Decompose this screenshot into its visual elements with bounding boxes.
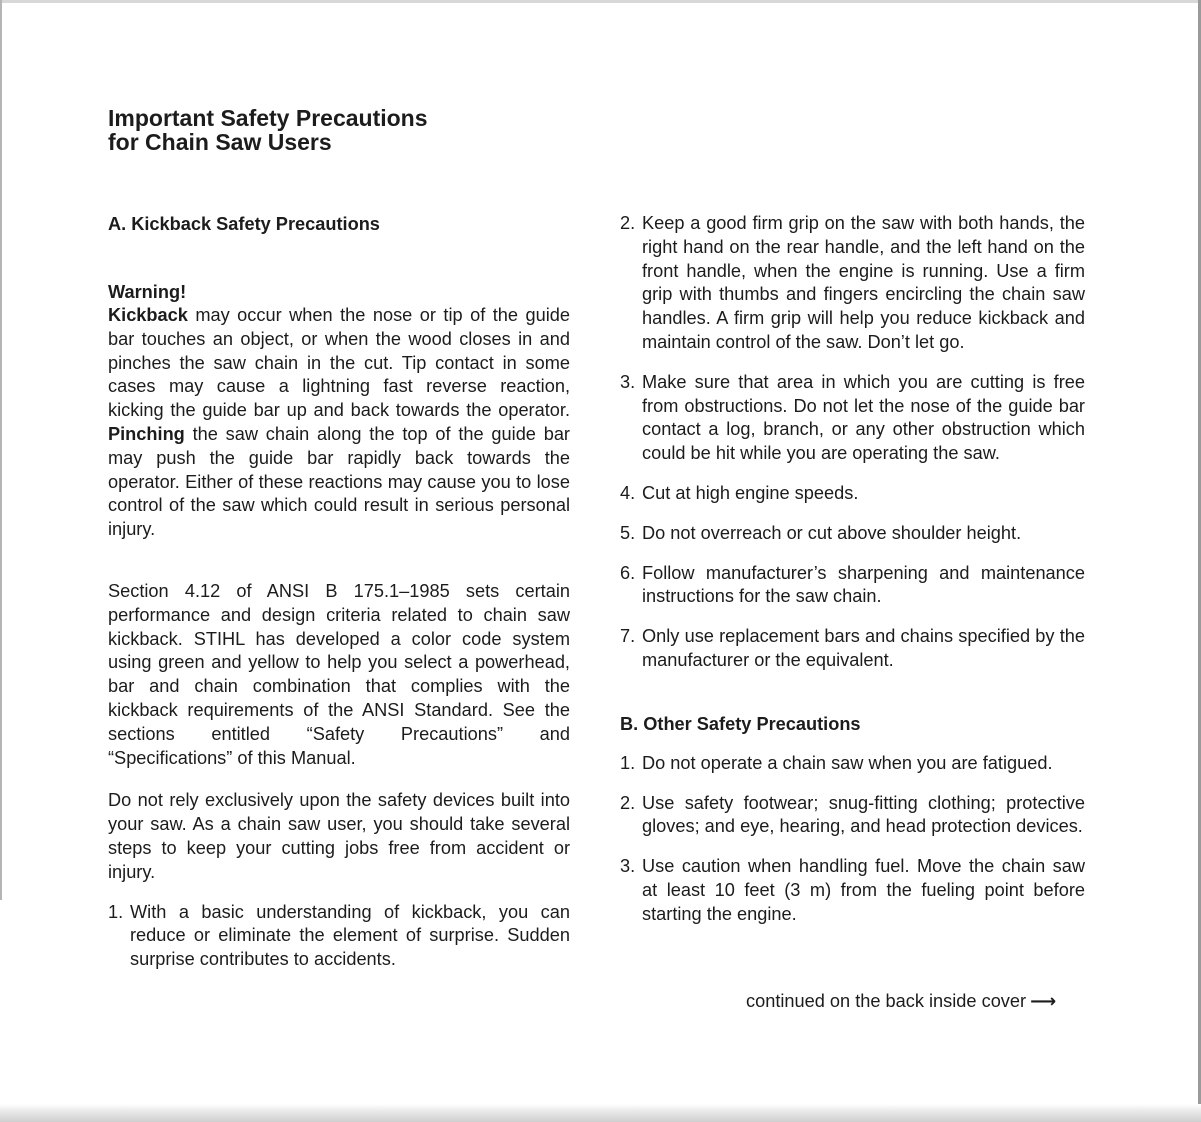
section-b-heading: B. Other Safety Precautions [620, 713, 861, 734]
page-title [108, 106, 428, 154]
page-title-line-1: Important Safety Precautions [108, 105, 428, 131]
list-item [620, 212, 1085, 355]
list-item-text: Make sure that area in which you are cutting is free from obstructions. Do not let the nose of the guide bar contact a log, branch, or any other obstruction which could be hit while you are operating the saw. [642, 371, 1085, 464]
list-item-text: Do not operate a chain saw when you are fatigued. [642, 752, 1053, 773]
list-item [620, 482, 1085, 506]
list-item [620, 855, 1085, 926]
list-item-text: With a basic understanding of kickback, you can reduce or eliminate the element of surprise. Sudden surprise contributes to accidents. [130, 901, 570, 970]
pinching-text: the saw chain along the top of the guide bar may push the guide bar rapidly back towards the operator. Either of these reactions may cause you to lose control of the saw which could result in serious personal injury. [108, 423, 570, 540]
safety-devices-paragraph: Do not rely exclusively upon the safety devices built into your saw. As a chain saw user, you should take several steps to keep your cutting jobs free from accident or injury. [108, 790, 570, 882]
list-item-number: 1. [108, 901, 124, 922]
list-item-number: 2. [620, 213, 636, 233]
right-column [620, 212, 1085, 927]
list-item-text: Do not overreach or cut above shoulder height. [642, 522, 1022, 543]
ansi-paragraph: Section 4.12 of ANSI B 175.1–1985 sets certain performance and design criteria related to chain saw kickback. STIHL has developed a color code system using green and yellow to help you select a powerhead, bar and chain combination that complies with the kickback requirements of the ANSI Standard. See the sections entitled “Safety Precautions” and “Specifications” of this Manual. [108, 580, 570, 768]
continued-text: continued on the back inside cover [746, 991, 1027, 1011]
list-item-number: 3. [620, 371, 636, 392]
left-column [108, 212, 570, 972]
continued-note [746, 989, 1056, 1013]
list-item-number: 6. [620, 562, 636, 583]
list-item [620, 562, 1085, 610]
list-item-text: Keep a good firm grip on the saw with both hands, the right hand on the rear handle, and the left hand on the front handle, when the engine is running. Use a firm grip with thumbs and fingers encircling the chain saw handles. A firm grip will help you reduce kickback and maintain control of the saw. Don’t let go. [642, 213, 1085, 352]
list-item [108, 901, 570, 972]
list-item-text: Follow manufacturer’s sharpening and maintenance instructions for the saw chain. [642, 562, 1085, 607]
arrow-right-icon: ⟶ [1030, 991, 1057, 1011]
list-item-text: Cut at high engine speeds. [642, 482, 859, 503]
list-item-number: 2. [620, 792, 636, 813]
warning-label: Warning! [108, 282, 187, 302]
list-item-text: Use safety footwear; snug-fitting clothing; protective gloves; and eye, hearing, and head protection devices. [642, 792, 1085, 837]
page-left-edge [0, 0, 2, 900]
page-bottom-edge [0, 1104, 1201, 1122]
list-item-text: Use caution when handling fuel. Move the chain saw at least 10 feet (3 m) from the fueling point before starting the engine. [642, 856, 1085, 924]
list-item-number: 4. [620, 482, 636, 503]
list-item-number: 7. [620, 626, 636, 647]
page-title-line-2: for Chain Saw Users [108, 129, 332, 155]
list-item-text: Only use replacement bars and chains specified by the manufacturer or the equivalent. [642, 626, 1085, 670]
kickback-text: may occur when the nose or tip of the guide bar touches an object, or when the wood closes in and pinches the saw chain in the cut. Tip contact in some cases may cause a lightning fast reverse reaction, kicking the guide bar up and back towards the operator. [108, 305, 570, 421]
list-item [620, 371, 1085, 466]
list-item [620, 625, 1085, 673]
list-item [620, 792, 1085, 840]
list-item [620, 522, 1085, 546]
page-top-edge [0, 0, 1201, 3]
list-item [620, 752, 1085, 776]
kickback-paragraph [108, 304, 570, 542]
pinching-term: Pinching [108, 423, 185, 444]
list-item-number: 1. [620, 752, 636, 773]
list-item-number: 3. [620, 856, 636, 877]
list-item-number: 5. [620, 522, 636, 543]
kickback-term: Kickback [108, 305, 188, 325]
section-a-heading: A. Kickback Safety Precautions [108, 214, 380, 234]
